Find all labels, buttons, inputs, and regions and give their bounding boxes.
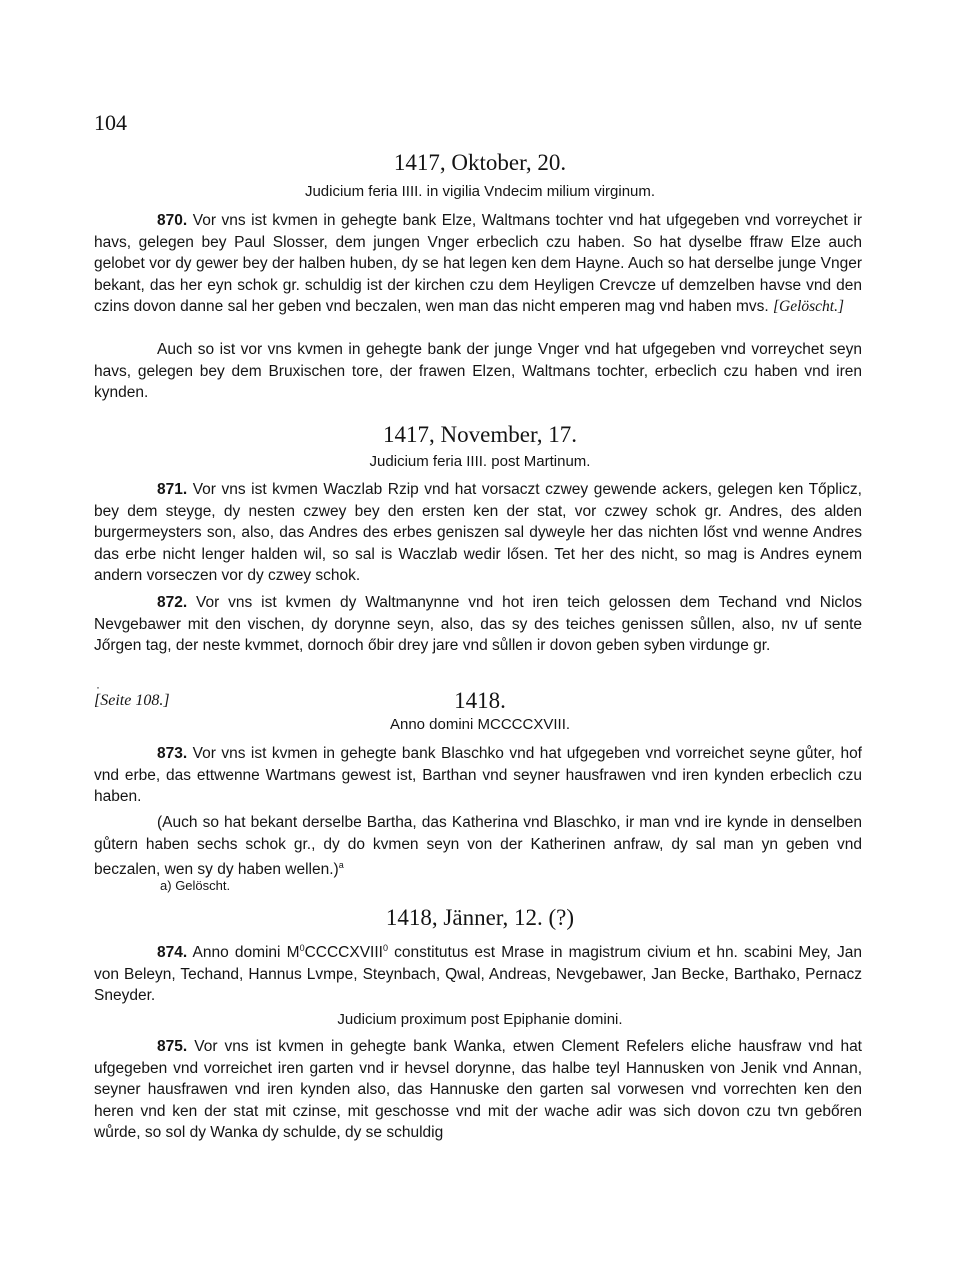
page-number: 104 xyxy=(94,110,127,135)
page-reference-sidenote: [Seite 108.] xyxy=(94,692,170,709)
entry-text: Vor vns ist kvmen Waczlab Rzip vnd hat vorsaczt czwey gewende ackers, gelegen ken Tőplicz, bey dem steyge, dy nesten czwey bey den ersten ken der stat, vor czwey schok gr. Andres, des alden burgermeysters son, also, das Andres des erbes geniszen sal dyweyle her das nichten lőst vnd wenne Andres das erbe nicht lenger halden wil, so sal is Waczlab wedir lősen. Tet her des nicht, so mag is Andres eynem andern vorseczen vor dy czwey schok. xyxy=(94,481,862,584)
entry-text: Vor vns ist kvmen in gehegte bank Elze, Waltmans tochter vnd hat ufgegeben vnd vorreychet ir havs, gelegen bey Paul Slosser, dem jungen Vnger erbeclich czu haben. So hat dyselbe ffraw Elze auch gelobet vor dy gewer bey der halben huben, dy se hat legen ken dem Hayne. Auch so hat derselbe junge Vnger bekant, das her eyn schok gr. schuldig ist der kirchen czu dem Heyligen Crevcze uf demzelben havse vnd den czins dovon danne sal her geben vnd beczalen, wen man das nicht emperen mag vnd haben mvs. xyxy=(94,212,862,315)
year-heading-1418: 1418. xyxy=(454,688,506,713)
footnote xyxy=(160,878,230,893)
date-heading-1417-11-17: 1417, November, 17. xyxy=(383,422,577,447)
footnote-marker: a xyxy=(338,860,344,870)
entry-number: 871. xyxy=(157,481,188,498)
entry-870-continuation xyxy=(94,339,862,404)
entry-text: Vor vns ist kvmen in gehegte bank Blaschko vnd hat ufgegeben vnd vorreichet seyne gůter, hof vnd erbe, das ettwenne Wartmans gewest ist, Barthan vnd seyner hausfrawen vnd iren kynden erbeclich czu haben. xyxy=(94,745,862,805)
superscript: 0 xyxy=(382,943,388,953)
entry-text: Auch so ist vor vns kvmen in gehegte bank der junge Vnger vnd hat ufgegeben vnd vorreychet seyn havs, gelegen bey dem Bruxischen tore, der frawen Elzen, Waltmans tochter, erbeclich czu haben vnd iren kynden. xyxy=(94,341,862,401)
entry-872 xyxy=(94,592,862,657)
entry-number: 874. xyxy=(157,944,188,962)
date-heading-1417-10-20: 1417, Oktober, 20. xyxy=(393,150,567,175)
entry-text: CCCCXVIII xyxy=(304,944,383,962)
entry-number: 872. xyxy=(157,594,188,611)
entry-text: Vor vns ist kvmen in gehegte bank Wanka, etwen Clement Refelers eliche hausfraw vnd hat ufgegeben vnd vorreichet iren garten vnd ir hevsel dorynne, das halbe teyl Hannusken von Jenik vnd Annan, seyner hausfrawen vnd iren kynden also, das Hannuske den garten sal vorwesen vnd vorrechten ken den heren vnd ken der stat mit czinse, mit geschosse vnd mit der wache adir was sich dovon czu tvn gebőren wůrde, so sol dy Wanka dy schulde, dy se schuldig xyxy=(94,1038,862,1141)
entry-text: (Auch so hat bekant derselbe Bartha, das Katherina vnd Blaschko, ir man vnd ire kynde in denselben gůtern haben sechs schok gr., dy do kvmen seyn von der Katherinen anfraw, dy sal man yn geben vnd beczalen, wen sy dy haben wellen.) xyxy=(94,814,862,879)
entry-number: 875. xyxy=(157,1038,188,1055)
entry-text: Vor vns ist kvmen dy Waltmanynne vnd hot iren teich gelossen dem Techand vnd Niclos Nevgebawer mit den vischen, dy dorynne seyn, also, das sy des teiches genissen sůllen, also, nv uf sente Jőrgen tag, der neste kvmmet, dornoch őbir drey jare vnd sůllen ir dovon geben syben virdunge gr. xyxy=(94,594,862,654)
footnote-marker: a) xyxy=(160,878,172,893)
entry-873 xyxy=(94,743,862,808)
entry-number: 870. xyxy=(157,212,188,229)
court-session-subheading: Judicium feria IIII. in vigilia Vndecim milium virginum. xyxy=(304,183,656,200)
entry-874 xyxy=(94,938,862,1007)
superscript: 0 xyxy=(299,943,305,953)
entry-873-continuation xyxy=(94,812,862,881)
anno-domini-subheading: Anno domini MCCCCXVIII. xyxy=(389,716,571,733)
entry-text: Anno domini M xyxy=(192,944,300,962)
footnote-text: Gelöscht. xyxy=(175,878,231,893)
court-session-subheading: Judicium proximum post Epiphanie domini. xyxy=(337,1011,623,1028)
margin-dot: · xyxy=(96,680,100,694)
court-session-subheading: Judicium feria IIII. post Martinum. xyxy=(369,453,591,470)
date-heading-1418-01-12: 1418, Jänner, 12. (?) xyxy=(385,905,575,930)
entry-870 xyxy=(94,210,862,318)
entry-875 xyxy=(94,1036,862,1144)
editorial-note: [Gelöscht.] xyxy=(772,298,845,315)
entry-871 xyxy=(94,479,862,587)
entry-number: 873. xyxy=(157,745,188,762)
entry-text: constitutus est Mrase in magistrum civium et hn. scabini Mey, Jan von Beleyn, Techand, Hannus Lvmpe, Steynbach, Qwal, Andreas, Nevgebawer, Jan Becke, Barthako, Pernacz Sneyder. xyxy=(94,944,863,1005)
